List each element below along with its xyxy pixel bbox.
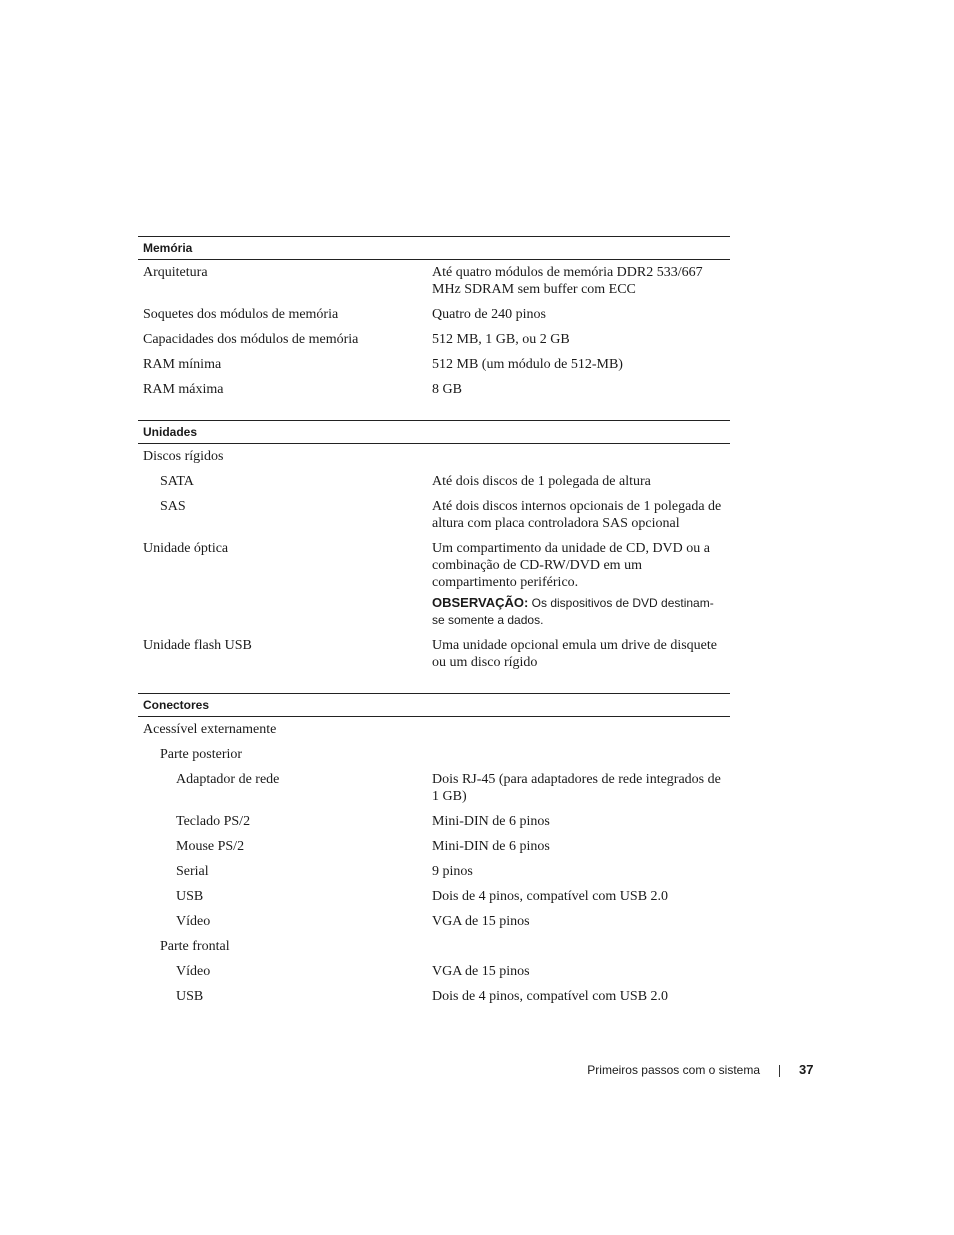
spec-label: Mouse PS/2 xyxy=(176,839,245,854)
spec-value: VGA de 15 pinos xyxy=(432,914,530,929)
section-heading-conectores: Conectores xyxy=(138,693,730,717)
spec-row-teclado-ps2 xyxy=(138,809,730,834)
spec-value: 8 GB xyxy=(432,382,462,397)
spec-label: Serial xyxy=(176,864,209,879)
spec-row-ram-minima xyxy=(138,352,730,377)
note-label: OBSERVAÇÃO: xyxy=(432,595,529,610)
spec-row-usb-frontal xyxy=(138,984,730,1009)
spec-label: USB xyxy=(176,989,204,1004)
spec-label: USB xyxy=(176,889,204,904)
spec-value: Até dois discos internos opcionais de 1 polegada de altura com placa controladora SAS opcional xyxy=(432,499,722,531)
spec-row-video-frontal xyxy=(138,959,730,984)
spec-value: 9 pinos xyxy=(432,864,473,879)
spec-row-mouse-ps2 xyxy=(138,834,730,859)
spec-row-sas xyxy=(138,494,730,536)
spec-value: Dois RJ-45 (para adaptadores de rede integrados de 1 GB) xyxy=(432,772,721,804)
spec-row-ram-maxima xyxy=(138,377,730,402)
spec-value: Dois de 4 pinos, compatível com USB 2.0 xyxy=(432,989,669,1004)
spec-row-sata xyxy=(138,469,730,494)
spec-label: Unidade flash USB xyxy=(143,638,252,653)
spec-row-discos-rigidos xyxy=(138,444,730,469)
spec-label: SAS xyxy=(160,499,186,514)
spec-label: Parte posterior xyxy=(160,747,243,762)
spec-value xyxy=(432,721,724,738)
footer-separator xyxy=(779,1065,780,1077)
section-heading-memoria: Memória xyxy=(138,236,730,260)
spec-row-unidade-flash-usb xyxy=(138,633,730,675)
spec-label: Vídeo xyxy=(176,914,211,929)
footer-title: Primeiros passos com o sistema xyxy=(587,1063,760,1077)
spec-value: Até quatro módulos de memória DDR2 533/667 MHz SDRAM sem buffer com ECC xyxy=(432,265,703,297)
spec-label: Arquitetura xyxy=(143,265,208,280)
spec-label: Teclado PS/2 xyxy=(176,814,251,829)
spec-value: 512 MB, 1 GB, ou 2 GB xyxy=(432,332,570,347)
spec-label: Vídeo xyxy=(176,964,211,979)
spec-value xyxy=(432,448,724,465)
spec-row-capacidades xyxy=(138,327,730,352)
spec-value: Mini-DIN de 6 pinos xyxy=(432,814,550,829)
page-footer xyxy=(0,1062,954,1080)
spec-value-with-note xyxy=(432,540,724,629)
spec-value: Dois de 4 pinos, compatível com USB 2.0 xyxy=(432,889,669,904)
spec-row-adaptador-de-rede xyxy=(138,767,730,809)
spec-value: Quatro de 240 pinos xyxy=(432,307,546,322)
spec-label: RAM mínima xyxy=(143,357,222,372)
spec-table xyxy=(138,236,730,1009)
spec-label: Soquetes dos módulos de memória xyxy=(143,307,339,322)
spec-row-parte-frontal xyxy=(138,934,730,959)
section-heading-unidades: Unidades xyxy=(138,420,730,444)
spec-label: Discos rígidos xyxy=(143,449,224,464)
spec-value: 512 MB (um módulo de 512-MB) xyxy=(432,357,623,372)
spec-value xyxy=(432,938,724,955)
spec-label: RAM máxima xyxy=(143,382,224,397)
spec-label: SATA xyxy=(160,474,194,489)
spec-row-serial xyxy=(138,859,730,884)
section-spacer xyxy=(138,675,730,693)
spec-value: Mini-DIN de 6 pinos xyxy=(432,839,550,854)
note xyxy=(432,594,724,629)
spec-value: VGA de 15 pinos xyxy=(432,964,530,979)
spec-label: Adaptador de rede xyxy=(176,772,280,787)
spec-value: Uma unidade opcional emula um drive de disquete ou um disco rígido xyxy=(432,638,717,670)
spec-value: Até dois discos de 1 polegada de altura xyxy=(432,474,651,489)
section-spacer xyxy=(138,402,730,420)
spec-value: Um compartimento da unidade de CD, DVD ou a combinação de CD-RW/DVD em um compartimento periférico. xyxy=(432,541,710,590)
spec-row-parte-posterior xyxy=(138,742,730,767)
spec-label: Acessível externamente xyxy=(143,722,277,737)
spec-label: Parte frontal xyxy=(160,939,230,954)
page-number: 37 xyxy=(799,1062,814,1077)
spec-row-arquitetura xyxy=(138,260,730,302)
spec-label: Unidade óptica xyxy=(143,541,229,556)
spec-row-usb-posterior xyxy=(138,884,730,909)
spec-label: Capacidades dos módulos de memória xyxy=(143,332,359,347)
note-text: Os dispositivos de DVD destinam-se somente a dados. xyxy=(432,596,714,627)
spec-row-unidade-optica xyxy=(138,536,730,633)
spec-value xyxy=(432,746,724,763)
spec-row-acessivel-externamente xyxy=(138,717,730,742)
spec-row-soquetes xyxy=(138,302,730,327)
spec-row-video-posterior xyxy=(138,909,730,934)
